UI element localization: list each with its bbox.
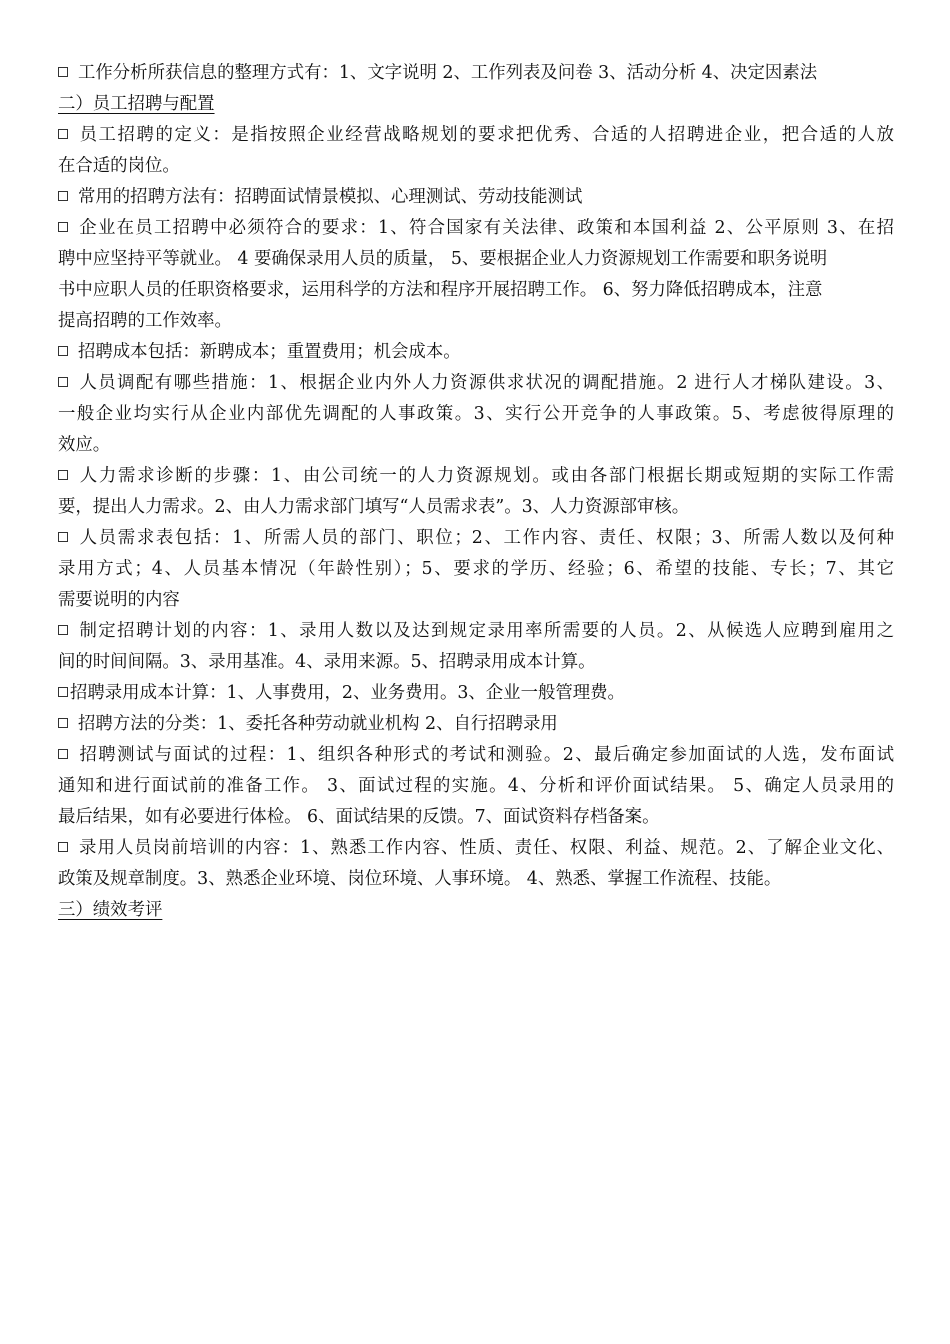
line-text: 招聘方法的分类：1、委托各种劳动就业机构 2、自行招聘录用 [78,714,558,734]
square-bullet-icon [58,470,68,480]
bullet-item [58,616,894,647]
paragraph-line [58,275,894,306]
section-heading-text: 二）员工招聘与配置 [58,94,215,114]
bullet-item [58,213,894,244]
line-text: 要，提出人力需求。2、由人力需求部门填写“人员需求表”。3、人力资源部审核。 [58,497,690,517]
line-text: 人员需求表包括：1、所需人员的部门、职位；2、工作内容、责任、权限；3、所需人数以及何种 [78,528,894,548]
bullet-item [58,368,894,399]
square-bullet-icon [58,346,68,356]
square-bullet-icon [58,191,68,201]
square-bullet-icon [58,222,68,232]
paragraph-line [58,492,894,523]
bullet-item [58,58,894,89]
line-text: 企业在员工招聘中必须符合的要求：1、符合国家有关法律、政策和本国利益 2、公平原则 3、在招 [78,218,894,238]
line-text: 招聘成本包括：新聘成本；重置费用；机会成本。 [78,342,461,362]
line-text: 录用方式；4、人员基本情况（年龄性别）；5、要求的学历、经验；6、希望的技能、专长；7、其它 [58,559,894,579]
section-heading-text: 三）绩效考评 [58,900,163,920]
line-text: 制定招聘计划的内容：1、录用人数以及达到规定录用率所需要的人员。2、从候选人应聘到雇用之 [78,621,894,641]
square-bullet-icon [58,377,68,387]
line-text: 招聘测试与面试的过程：1、组织各种形式的考试和测验。2、最后确定参加面试的人选，发布面试 [78,745,894,765]
paragraph-line [58,864,894,895]
square-bullet-icon [58,687,68,697]
bullet-item [58,182,894,213]
bullet-item [58,833,894,864]
square-bullet-icon [58,67,68,77]
paragraph-line [58,306,894,337]
bullet-item [58,709,894,740]
bullet-item [58,740,894,771]
square-bullet-icon [58,718,68,728]
bullet-item [58,337,894,368]
square-bullet-icon [58,532,68,542]
line-text: 一般企业均实行从企业内部优先调配的人事政策。3、实行公开竞争的人事政策。5、考虑彼得原理的 [58,404,894,424]
paragraph-line [58,802,894,833]
paragraph-line [58,151,894,182]
line-text: 录用人员岗前培训的内容：1、熟悉工作内容、性质、责任、权限、利益、规范。2、了解企业文化、 [78,838,894,858]
paragraph-line [58,430,894,461]
line-text: 最后结果，如有必要进行体检。 6、面试结果的反馈。7、面试资料存档备案。 [58,807,660,827]
square-bullet-icon [58,625,68,635]
line-text: 需要说明的内容 [58,590,180,610]
line-text: 间的时间间隔。3、录用基准。4、录用来源。5、招聘录用成本计算。 [58,652,596,672]
bullet-item [58,461,894,492]
line-text: 通知和进行面试前的准备工作。 3、面试过程的实施。4、分析和评价面试结果。 5、确定人员录用的 [58,776,894,796]
line-text: 聘中应坚持平等就业。 4 要确保录用人员的质量， 5、要根据企业人力资源规划工作需要和职务说明 [58,249,828,269]
line-text: 工作分析所获信息的整理方式有：1、文字说明 2、工作列表及问卷 3、活动分析 4、决定因素法 [78,63,818,83]
square-bullet-icon [58,749,68,759]
line-text: 效应。 [58,435,111,455]
line-text: 常用的招聘方法有：招聘面试情景模拟、心理测试、劳动技能测试 [78,187,583,207]
line-text: 员工招聘的定义：是指按照企业经营战略规划的要求把优秀、合适的人招聘进企业，把合适的人放 [78,125,894,145]
section-heading [58,89,894,120]
bullet-item [58,120,894,151]
document-page [58,58,894,926]
line-text: 书中应职人员的任职资格要求，运用科学的方法和程序开展招聘工作。 6、努力降低招聘成本，注意 [58,280,823,300]
section-heading [58,895,894,926]
square-bullet-icon [58,129,68,139]
line-text: 招聘录用成本计算：1、人事费用，2、业务费用。3、企业一般管理费。 [70,683,625,703]
paragraph-line [58,554,894,585]
paragraph-line [58,399,894,430]
paragraph-line [58,771,894,802]
square-bullet-icon [58,842,68,852]
bullet-item [58,678,894,709]
line-text: 在合适的岗位。 [58,156,180,176]
bullet-item [58,523,894,554]
paragraph-line [58,244,894,275]
paragraph-line [58,585,894,616]
line-text: 政策及规章制度。3、熟悉企业环境、岗位环境、人事环境。 4、熟悉、掌握工作流程、技能。 [58,869,782,889]
line-text: 提高招聘的工作效率。 [58,311,232,331]
line-text: 人力需求诊断的步骤：1、由公司统一的人力资源规划。或由各部门根据长期或短期的实际工作需 [78,466,894,486]
line-text: 人员调配有哪些措施：1、根据企业内外人力资源供求状况的调配措施。2 进行人才梯队建设。3、 [78,373,894,393]
paragraph-line [58,647,894,678]
